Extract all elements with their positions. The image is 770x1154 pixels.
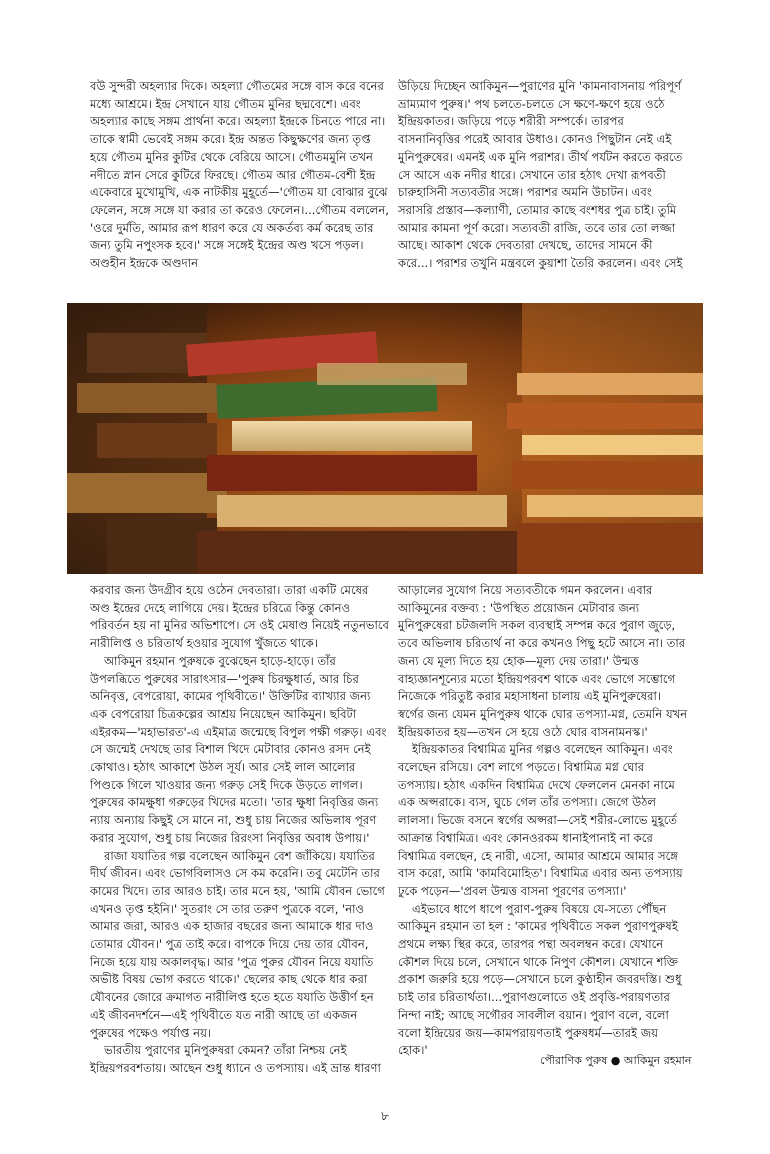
article-column-bottom-left [90, 582, 390, 1078]
article-column-bottom-right [398, 582, 688, 1060]
paragraph: ইন্দ্রিয়কাতর বিশ্বামিত্র মুনির গল্পও বলেছেন আকিমুন। এবং বলেছেন রসিয়ে। বেশ লাগে পড়তে। বিশ্বামিত্র মগ্ন ঘোর তপস্যায়। হঠাৎ একদিন বিশ্বামিত্র দেখে ফেললেন মেনকা নামে এক অপ্সরাকে। ব্যস, ঘুচে গেল তাঁর তপস্যা। জেগে উঠল লালসা। ভিজে বসনে স্বর্গের অপ্সরা—সেই শরীর-লোভে মুহূর্তে আক্রান্ত বিশ্বামিত্র। এবং কোনওরকম ধানাইপানাই না করে বিশ্বামিত্র বলছেন, হে নারী, এসো, আমার আশ্রমে আমার সঙ্গে বাস করো, আমি 'কামবিমোহিত'। বিশ্বামিত্র এবার অন্য তপস্যায় ঢুকে পড়েন—'প্রবল উন্মত্ত বাসনা পূরণের তপস্যা।' [398, 742, 683, 898]
paragraph: উড়িয়ে দিচ্ছেন আকিমুন—পুরাণের মুনি 'কামনাবাসনায় পরিপূর্ণ ভ্রাম্যমাণ পুরুষ।' পথ চলতে-চলতে সে ক্ষণে-ক্ষণে হয়ে ওঠে ইন্দ্রিয়কাতর। জড়িয়ে পড়ে শরীরী সম্পর্কে। তারপর বাসনানিবৃত্তির পরেই আবার উধাও। কোনও পিছুটান নেই এই মুনিপুরুষের। এমনই এক মুনি পরাশর। তীর্থ পর্যটন করতে করতে সে আসে এক নদীর ধারে। সেখানে তার হঠাৎ দেখা রূপবতী চারুহাসিনী সত্যবতীর সঙ্গে। পরাশর অমনি উচাটন। এবং সরাসরি প্রস্তাব—কল্যাণী, তোমার কাছে বংশধর পুত্র চাই। তুমি আমার কামনা পূর্ণ করো। সত্যবতী রাজি, তবে তার তো লজ্জা আছে। আকাশ থেকে দেবতারা দেখছে, তাদের সামনে কী করে...। পরাশর তখুনি মন্ত্রবলে কুয়াশা তৈরি করলেন। এবং সেই [398, 79, 683, 271]
paragraph: আড়ালের সুযোগ নিয়ে সত্যবতীকে গমন করলেন। এবার আকিমুনের বক্তব্য : 'উপস্থিত প্রয়োজন মেটাবার জন্য মুনিপুরুষেরা চটজলদি সকল ব্যবস্থাই সম্পন্ন করে পুরাণ জুড়ে, তবে অভিলাষ চরিতার্থ না করে কখনও পিছু হটে আসে না। তার জন্য যে মূল্য দিতে হয় হোক—মূল্য দেয় তারা।' উন্মত্ত বাহ্যজ্ঞানশূন্যের মতো ইন্দ্রিয়পরবশ থাকে এবং ভোগে সম্ভোগে নিজেকে পরিতুষ্ট করার মহাসাধনা চালায় এই মুনিপুরুষেরা। স্বর্গের জন্য যেমন মুনিপুরুষ থাকে ঘোর তপস্যা-মগ্ন, তেমনি যখন ইন্দ্রিয়কাতর হয়—তখন সে হয়ে ওঠে ঘোর বাসনামনস্ক।' [398, 583, 688, 739]
bullet-separator: ● [610, 1054, 621, 1067]
book-title: পৌরাণিক পুরুষ [540, 1054, 608, 1067]
paragraph: করবার জন্য উদগ্রীব হয়ে ওঠেন দেবতারা। তারা একটি মেষের অণ্ড ইন্দ্রের দেহে লাগিয়ে দেয়। ইন্দ্রের চরিত্রে কিন্তু কোনও পরিবর্তন হয় না মুনির অভিশাপে। সে ওই মেষাণ্ড নিয়েই নতুনভাবে নারীলিপ্ত ও চরিতার্থ হওয়ার সুযোগ খুঁজতে থাকে। [90, 583, 390, 651]
paragraph: এইভাবে ধাপে ধাপে পুরাণ-পুরুষ বিষয়ে যে-সত্যে পৌঁছন আকিমুন রহমান তা হল : 'কামের পৃথিবীতে সকল পুরাণপুরুষই প্রথমে লক্ষ্য স্থির করে, তারপর পন্থা অবলম্বন করে। যেখানে কৌশল দিয়ে চলে, সেখানে থাকে নিপুণ কৌশল। যেখানে শক্তি প্রকাশ জরুরি হয়ে পড়ে—সেখানে চলে কুণ্ঠাহীন জবরদস্তি। শুধু চাই তার চরিতার্থতা।...পুরাণগুলোতে ওই প্রবৃত্তি-পরায়ণতার নিন্দা নাই; আছে সগৌরব সাবলীল বয়ান। পুরাণ বলে, বলো বলো ইন্দ্রিয়ের জয়—কামপরায়ণতাই পুরুষধর্ম—তারই জয় হোক।' [398, 901, 682, 1058]
paragraph: আকিমুন রহমান পুরুষকে বুঝেছেন হাড়ে-হাড়ে। তাঁর উপলব্ধিতে পুরুষের সারাৎসার—'পুরুষ চিরক্ষুধার্ত, আর চির অনিবৃত্ত, বেপরোয়া, কামের পৃথিবীতে।' উক্তিটির ব্যাখ্যার জন্য এক বেপরোয়া চিত্রকল্পের আশ্রয় নিয়েছেন আকিমুন। ছবিটা এইরকম—'মহাভারত'-এ এইমাত্র জন্মেছে বিপুল পক্ষী গরুড়। এবং সে জন্মেই দেখছে তার বিশাল খিদে মেটাবার কোনও রসদ নেই কোথাও। হঠাৎ আকাশে উঠল সূর্য। আর সেই লাল আলোর পিণ্ডকে গিলে খাওয়ার জন্য গরুড় সেই দিকে উড়তে লাগল। পুরুষের কামক্ষুধা গরুড়ের খিদের মতো। 'তার ক্ষুধা নিবৃত্তির জন্য ন্যায় অন্যায় কিছুই সে মানে না, শুধু চায় নিজের অভিলাষ পূরণ করার সুযোগ, শুধু চায় নিজের রিরংসা নিবৃত্তির অবাধ উপায়।' [90, 653, 387, 845]
book-credit [540, 1052, 710, 1071]
paragraph: ভারতীয় পুরাণের মুনিপুরুষরা কেমন? তাঁরা নিশ্চয় নেই ইন্দ্রিয়পরবশতায়। আছেন শুধু ধ্যানে ও তপস্যায়। এই ভ্রান্ত ধারণা [90, 1043, 381, 1075]
article-column-top-right [398, 78, 688, 273]
paragraph: বউ সুন্দরী অহল্যার দিকে। অহল্যা গৌতমের সঙ্গে বাস করে বনের মধ্যে আশ্রমে। ইন্দ্র সেখানে যায় গৌতম মুনির ছদ্মবেশে। এবং অহল্যার কাছে সঙ্গম প্রার্থনা করে। অহল্যা ইন্দ্রকে চিনতে পারে না। তাকে স্বামী ভেবেই সঙ্গম করে। ইন্দ্র অন্তত কিছুক্ষণের জন্য তৃপ্ত হয়ে গৌতম মুনির কুটির থেকে বেরিয়ে আসে। গৌতমমুনি তখন নদীতে স্নান সেরে কুটিরে ফিরছে। গৌতম আর গৌতম-বেশী ইন্দ্র একেবারে মুখোমুখি, এক নাটকীয় মুহূর্তে—'গৌতম যা বোঝার বুঝে ফেলেন, সঙ্গে সঙ্গে যা করার তা করেও ফেলেন।...গৌতম বললেন, 'ওরে দুর্মতি, আমার রূপ ধারণ করে যে অকর্তব্য কর্ম করেছ তার জন্য তুমি নপুংসক হবে।' সঙ্গে সঙ্গেই ইন্দ্রের অণ্ড খসে পড়ল। অণ্ডহীন ইন্দ্রকে অণ্ডদান [90, 79, 389, 271]
stacked-books-photo [67, 303, 703, 574]
article-column-top-left [90, 78, 390, 273]
page-number: ৮ [381, 1109, 389, 1123]
paragraph: রাজা যযাতির গল্প বলেছেন আকিমুন বেশ জাঁকিয়ে। যযাতির দীর্ঘ জীবন। এবং ভোগবিলাসও সে কম করেনি। তবু মেটেনি তার কামের খিদে। তার আরও চাই। তার মনে হয়, 'আমি যৌবন ভোগে এখনও তৃপ্ত হইনি।' সুতরাং সে তার তরুণ পুত্রকে বলে, 'নাও আমার জরা, আরও এক হাজার বছরের জন্য আমাকে ধার দাও তোমার যৌবন।' পুত্র তাই করে। বাপকে দিয়ে দেয় তার যৌবন, নিজে হয়ে যায় অকালবৃদ্ধ। আর 'পুত্র পুরুর যৌবন নিয়ে যযাতি অভীষ্ট বিষয় ভোগ করতে থাকে।' ছেলের কাছ থেকে ধার করা যৌবনের জোরে ক্রমাগত নারীলিপ্ত হতে হতে যযাতি উত্তীর্ণ হন এই জীবনদর্শনে—এই পৃথিবীতে যত নারী আছে তা একজন পুরুষের পক্ষেও পর্যাপ্ত নয়। [90, 848, 385, 1040]
book-author: আকিমুন রহমান [623, 1054, 692, 1067]
